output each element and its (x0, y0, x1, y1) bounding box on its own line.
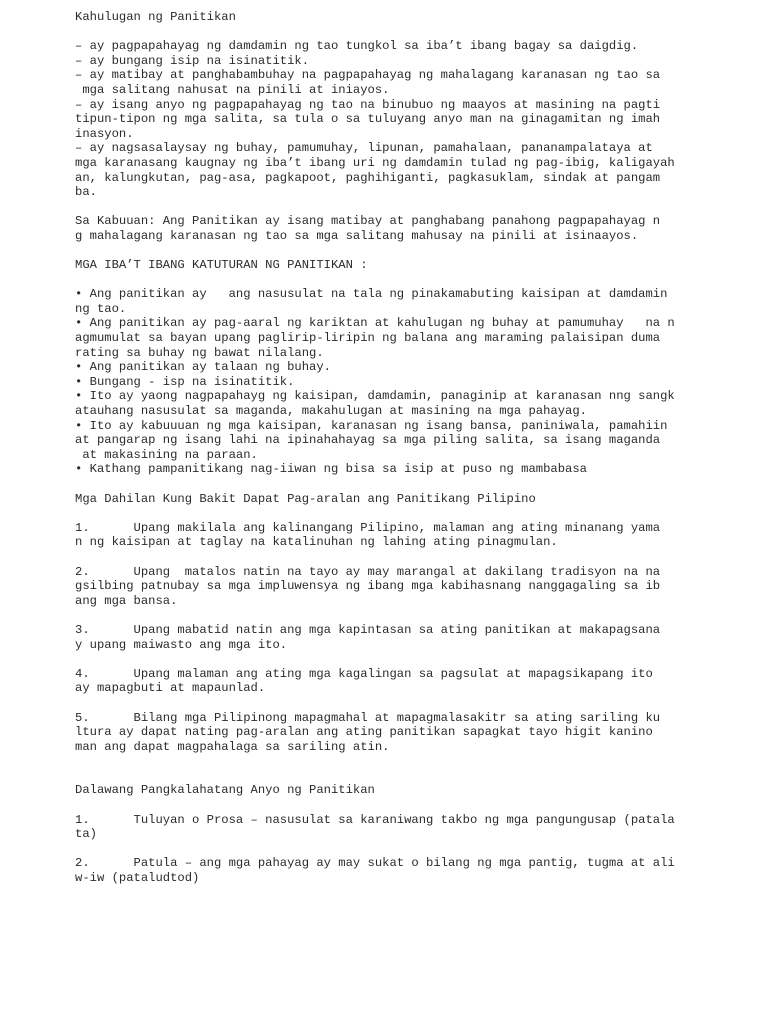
blank-line (75, 754, 755, 769)
text-line: ba. (75, 185, 97, 200)
text-line: tipun-tipon ng mga salita, sa tula o sa tuluyang anyo man na ginagamitan ng imah (75, 112, 661, 127)
text-line: 5. Bilang mga Pilipinong mapagmahal at mapagmalasakitr sa ating sariling ku (75, 710, 661, 725)
blank-line (75, 273, 755, 288)
text-line: ng tao. (75, 301, 127, 316)
text-line: 3. Upang mabatid natin ang mga kapintasan sa ating panitikan at makapagsana (75, 622, 661, 637)
text-line: – ay nagsasalaysay ng buhay, pamumuhay, lipunan, pamahalaan, pananampalataya at (75, 141, 653, 156)
text-line: y upang maiwasto ang mga ito. (75, 637, 288, 652)
text-line: Mga Dahilan Kung Bakit Dapat Pag-aralan ang Panitikang Pilipino (75, 491, 536, 506)
text-line: – ay pagpapahayag ng damdamin ng tao tungkol sa iba’t ibang bagay sa daigdig. (75, 39, 639, 54)
text-line: ta) (75, 827, 97, 842)
document-page (75, 10, 755, 886)
text-line: • Ang panitikan ay pag-aaral ng kariktan at kahulugan ng buhay at pamumuhay na n (75, 316, 675, 331)
blank-line (75, 506, 755, 521)
text-line: • Ito ay kabuuuan ng mga kaisipan, karanasan ng isang bansa, paniniwala, pamahiin (75, 418, 668, 433)
text-line: w-iw (pataludtod) (75, 871, 200, 886)
text-line: mga karanasang kaugnay ng iba’t ibang uri ng damdamin tulad ng pag-ibig, kaligayah (75, 155, 675, 170)
text-line: • Ang panitikan ay ang nasusulat na tala ng pinakamabuting kaisipan at damdamin (75, 287, 668, 302)
text-line: 1. Tuluyan o Prosa – nasusulat sa karaniwang takbo ng mga pangungusap (patala (75, 812, 675, 827)
text-line: atauhang nasusulat sa maganda, makahulugan at masining na mga pahayag. (75, 404, 587, 419)
text-line: g mahalagang karanasan ng tao sa mga salitang mahusay na pinili at isinaayos. (75, 228, 639, 243)
text-line: agmumulat sa bayan upang paglirip-liripin ng balana ang maraming palaisipan duma (75, 331, 661, 346)
blank-line (75, 200, 755, 215)
text-line: • Bungang - isp na isinatitik. (75, 374, 295, 389)
text-line: – ay matibay at panghabambuhay na pagpapahayag ng mahalagang karanasan ng tao sa (75, 68, 661, 83)
text-line: inasyon. (75, 126, 134, 141)
text-line: Sa Kabuuan: Ang Panitikan ay isang matibay at panghabang panahong pagpapahayag n (75, 214, 661, 229)
text-line: rating sa buhay ng bawat nilalang. (75, 345, 324, 360)
text-line: MGA IBA’T IBANG KATUTURAN NG PANITIKAN : (75, 258, 368, 273)
text-line: Dalawang Pangkalahatang Anyo ng Panitikan (75, 783, 375, 798)
text-line: mga salitang nahusat na pinili at iniayos. (75, 82, 390, 97)
blank-line (75, 25, 755, 40)
text-line: • Ito ay yaong nagpapahayg ng kaisipan, damdamin, panaginip at karanasan nng sangk (75, 389, 675, 404)
blank-line (75, 652, 755, 667)
blank-line (75, 244, 755, 259)
text-line: n ng kaisipan at taglay na katalinuhan ng lahing ating pinagmulan. (75, 535, 558, 550)
text-line: gsilbing patnubay sa mga impluwensya ng ibang mga kabihasnang nanggagaling sa ib (75, 579, 661, 594)
blank-line (75, 798, 755, 813)
blank-line (75, 477, 755, 492)
text-line: 4. Upang malaman ang ating mga kagalingan sa pagsulat at mapagsikapang ito (75, 666, 653, 681)
blank-line (75, 608, 755, 623)
text-line: – ay bungang isip na isinatitik. (75, 53, 310, 68)
text-line: an, kalungkutan, pag-asa, pagkapoot, paghihiganti, pagkasuklam, sindak at pangam (75, 170, 661, 185)
text-line: ltura ay dapat nating pag-aralan ang ating panitikan sapagkat tayo higit kanino (75, 725, 653, 740)
blank-line (75, 696, 755, 711)
text-line: at makasining na paraan. (75, 447, 258, 462)
text-line: ang mga bansa. (75, 593, 178, 608)
text-line: – ay isang anyo ng pagpapahayag ng tao na binubuo ng maayos at masining na pagti (75, 97, 661, 112)
text-line: 2. Patula – ang mga pahayag ay may sukat o bilang ng mga pantig, tugma at ali (75, 856, 675, 871)
text-line: • Ang panitikan ay talaan ng buhay. (75, 360, 331, 375)
text-line: man ang dapat magpahalaga sa sariling atin. (75, 739, 390, 754)
text-line: 1. Upang makilala ang kalinangang Pilipino, malaman ang ating minanang yama (75, 520, 661, 535)
text-line: • Kathang pampanitikang nag-iiwan ng bisa sa isip at puso ng mambabasa (75, 462, 587, 477)
text-line: ay mapagbuti at mapaunlad. (75, 681, 266, 696)
text-line: at pangarap ng isang lahi na ipinahahayag sa mga piling salita, sa isang maganda (75, 433, 661, 448)
text-line: 2. Upang matalos natin na tayo ay may marangal at dakilang tradisyon na na (75, 564, 661, 579)
blank-line (75, 842, 755, 857)
text-line: Kahulugan ng Panitikan (75, 10, 236, 24)
blank-line (75, 769, 755, 784)
blank-line (75, 550, 755, 565)
